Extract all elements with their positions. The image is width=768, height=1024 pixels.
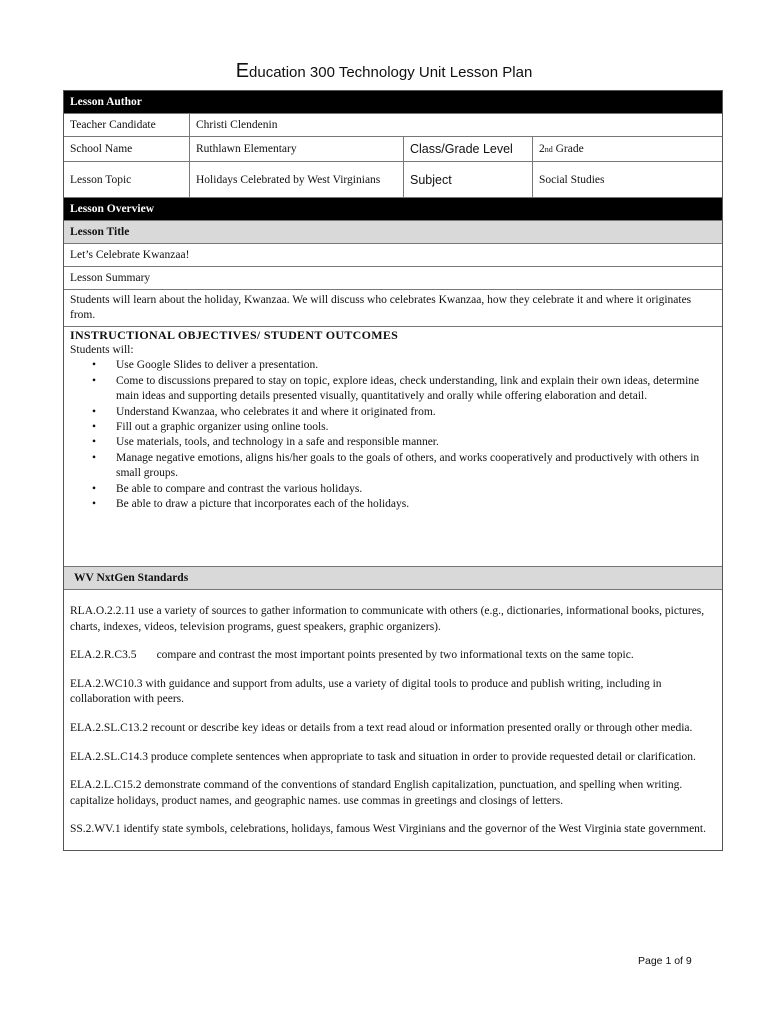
- topic-value: Holidays Celebrated by West Virginians: [189, 162, 403, 197]
- teacher-value: Christi Clendenin: [189, 114, 722, 136]
- lesson-summary-text: Students will learn about the holiday, Kwanzaa. We will discuss who celebrates Kwanzaa, how they celebrate it and where it originates from.: [64, 290, 722, 327]
- title-initial: E: [235, 60, 250, 82]
- standard-item: RLA.O.2.2.11 use a variety of sources to gather information to communicate with others (e.g., dictionaries, informational books, pictures, charts, indexes, videos, television programs, guest speakers, graphic organizers).: [70, 605, 705, 633]
- objective-item: • Manage negative emotions, aligns his/her goals to the goals of others, and works cooperatively and productively with others in small groups.: [116, 451, 716, 482]
- objective-item: • Understand Kwanzaa, who celebrates it and where it originated from.: [116, 405, 716, 420]
- objectives-body: [64, 343, 722, 567]
- document-title: [0, 60, 768, 83]
- teacher-row: [64, 114, 722, 137]
- subject-value: Social Studies: [532, 162, 722, 197]
- lesson-author-header: Lesson Author: [64, 91, 722, 114]
- objective-item: • Come to discussions prepared to stay on topic, explore ideas, check understanding, link and explain their own ideas, determine main ideas and supporting details presented visually, quantitatively and orally while offering elaboration and detail.: [116, 374, 716, 405]
- standards-header: WV NxtGen Standards: [64, 567, 722, 590]
- lesson-overview-header: Lesson Overview: [64, 198, 722, 221]
- grade-value: [532, 137, 722, 161]
- school-value: Ruthlawn Elementary: [189, 137, 403, 161]
- topic-label: Lesson Topic: [70, 173, 132, 186]
- standard-item: ELA.2.WC10.3 with guidance and support from adults, use a variety of digital tools to produce and publish writing, including in collaboration with peers.: [70, 677, 662, 706]
- objective-item: • Fill out a graphic organizer using online tools.: [116, 420, 716, 435]
- topic-row: [64, 162, 722, 198]
- grade-suffix-sup: nd: [544, 144, 553, 154]
- grade-label: Class/Grade Level: [403, 137, 532, 161]
- standard-item: ELA.2.SL.C13.2 recount or describe key ideas or details from a text read aloud or information presented orally or through other media.: [70, 721, 693, 734]
- grade-word: Grade: [552, 143, 584, 155]
- lesson-summary-label-row: [64, 267, 722, 290]
- subject-label: Subject: [403, 162, 532, 197]
- standard-item: ELA.2.L.C15.2 demonstrate command of the conventions of standard English capitalization, punctuation, and spelling when writing. capitalize holidays, product names, and geographic names. use commas in greetings and closings of letters.: [70, 779, 683, 807]
- lesson-title-header: Lesson Title: [64, 221, 722, 244]
- school-row: [64, 137, 722, 162]
- lesson-summary-label: Lesson Summary: [70, 272, 151, 284]
- lesson-title-row: [64, 244, 722, 267]
- objective-item: • Use Google Slides to deliver a presentation.: [116, 358, 716, 373]
- standard-item: ELA.2.SL.C14.3 produce complete sentences when appropriate to task and situation in order to provide requested detail or clarification.: [70, 750, 696, 763]
- objectives-intro: Students will:: [70, 344, 134, 356]
- lesson-title-value: Let’s Celebrate Kwanzaa!: [70, 249, 190, 261]
- grade-number: 2: [539, 143, 545, 155]
- objective-item: • Be able to compare and contrast the various holidays.: [116, 482, 716, 497]
- objectives-list: [70, 358, 716, 512]
- title-text: ducation 300 Technology Unit Lesson Plan: [249, 64, 533, 81]
- teacher-label: Teacher Candidate: [70, 119, 156, 131]
- standards-body: [64, 590, 722, 850]
- standard-item: ELA.2.R.C3.5 compare and contrast the most important points presented by two informational texts on the same topic.: [70, 649, 634, 662]
- lesson-plan-table: [63, 90, 723, 851]
- school-label: School Name: [70, 143, 133, 155]
- objectives-header: INSTRUCTIONAL OBJECTIVES/ STUDENT OUTCOMES: [64, 327, 722, 343]
- objective-item: • Use materials, tools, and technology in a safe and responsible manner.: [116, 435, 716, 450]
- standard-item: SS.2.WV.1 identify state symbols, celebrations, holidays, famous West Virginians and the governor of the West Virginia state government.: [70, 823, 706, 836]
- page-number: Page 1 of 9: [638, 955, 692, 967]
- objective-item: • Be able to draw a picture that incorporates each of the holidays.: [116, 497, 716, 512]
